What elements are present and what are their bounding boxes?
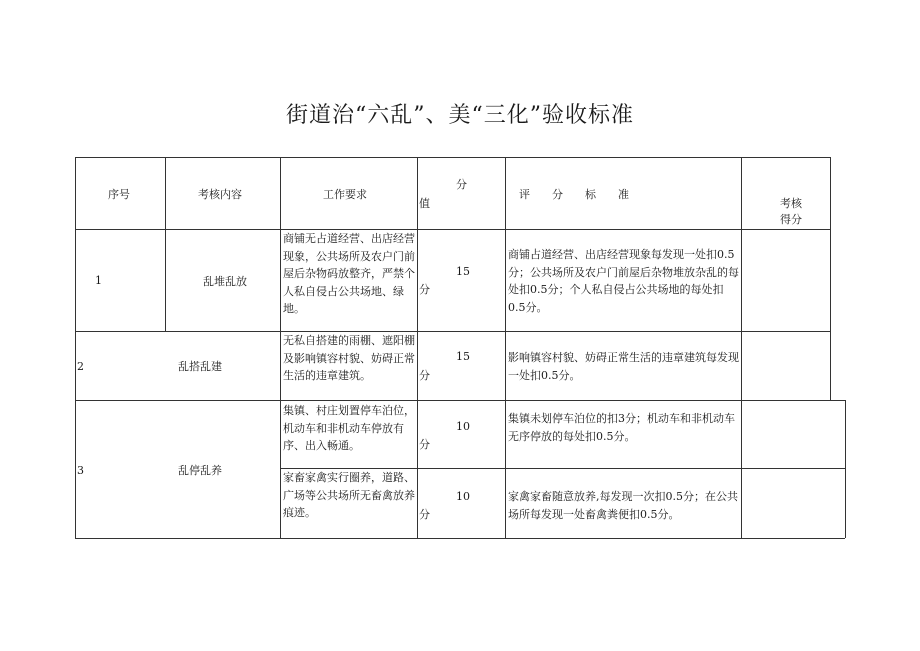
table-border-right [845, 400, 846, 538]
page-title: 街道治“六乱”、美“三化”验收标准 [286, 103, 634, 128]
table-border-right [830, 157, 831, 400]
header-content: 考核内容 [198, 188, 242, 201]
row-divider [75, 400, 845, 401]
header-requirement: 工作要求 [323, 188, 367, 201]
row2-requirement: 无私自搭建的雨棚、遮阳棚及影响镇容村貌、妨碍正常生活的违章建筑。 [283, 334, 415, 382]
row3a-unit: 分 [419, 438, 430, 451]
table-border-top [75, 157, 830, 158]
header-score-top: 分 [456, 178, 467, 191]
table-border-bottom [75, 538, 845, 539]
row1-seq: 1 [95, 274, 102, 287]
column-divider [165, 157, 166, 331]
row-divider [75, 331, 830, 332]
header-seq: 序号 [108, 188, 130, 201]
row1-score: 15 [456, 265, 470, 278]
column-divider [417, 157, 418, 538]
row3a-score: 10 [456, 420, 470, 433]
row1-standard: 商铺占道经营、出店经营现象每发现一处扣0.5分；公共场所及农户门前屋后杂物堆放杂乱的每处扣0.5分；个人私自侵占公共场地的每处扣0.5分。 [508, 248, 739, 314]
row3a-requirement: 集镇、村庄划置停车泊位，机动车和非机动车停放有序、出入畅通。 [283, 404, 415, 452]
row3b-unit: 分 [419, 508, 430, 521]
column-divider [280, 157, 281, 538]
row2-seq: 2 [77, 360, 84, 373]
row1-content: 乱堆乱放 [203, 275, 247, 288]
row2-standard: 影响镇容村貌、妨碍正常生活的违章建筑每发现一处扣0.5分。 [508, 351, 739, 382]
row1-requirement: 商铺无占道经营、出店经营现象，公共场所及农户门前屋后杂物码放整齐，严禁个人私自侵占公共场地、绿地。 [283, 232, 415, 315]
row3a-standard: 集镇未划停车泊位的扣3分；机动车和非机动车无序停放的每处扣0.5分。 [508, 412, 735, 443]
row2-content: 乱搭乱建 [178, 360, 222, 373]
row-divider [75, 229, 830, 230]
column-divider [505, 157, 506, 538]
header-result-line2: 得分 [780, 213, 802, 226]
row3b-standard: 家禽家畜随意放养,每发现一次扣0.5分；在公共场所每发现一处畜禽粪便扣0.5分。 [508, 490, 738, 521]
row3-seq: 3 [77, 464, 84, 477]
header-result-line1: 考核 [780, 197, 802, 210]
column-divider [741, 157, 742, 538]
table-border-left [75, 157, 76, 538]
header-standard: 评 分 标 准 [519, 188, 629, 201]
row3-content: 乱停乱养 [178, 464, 222, 477]
row2-score: 15 [456, 350, 470, 363]
row3b-score: 10 [456, 490, 470, 503]
row1-unit: 分 [419, 283, 430, 296]
row3b-requirement: 家畜家禽实行圈养，道路、广场等公共场所无畜禽放养痕迹。 [283, 471, 415, 519]
header-score-bottom: 值 [419, 197, 430, 210]
row2-unit: 分 [419, 369, 430, 382]
